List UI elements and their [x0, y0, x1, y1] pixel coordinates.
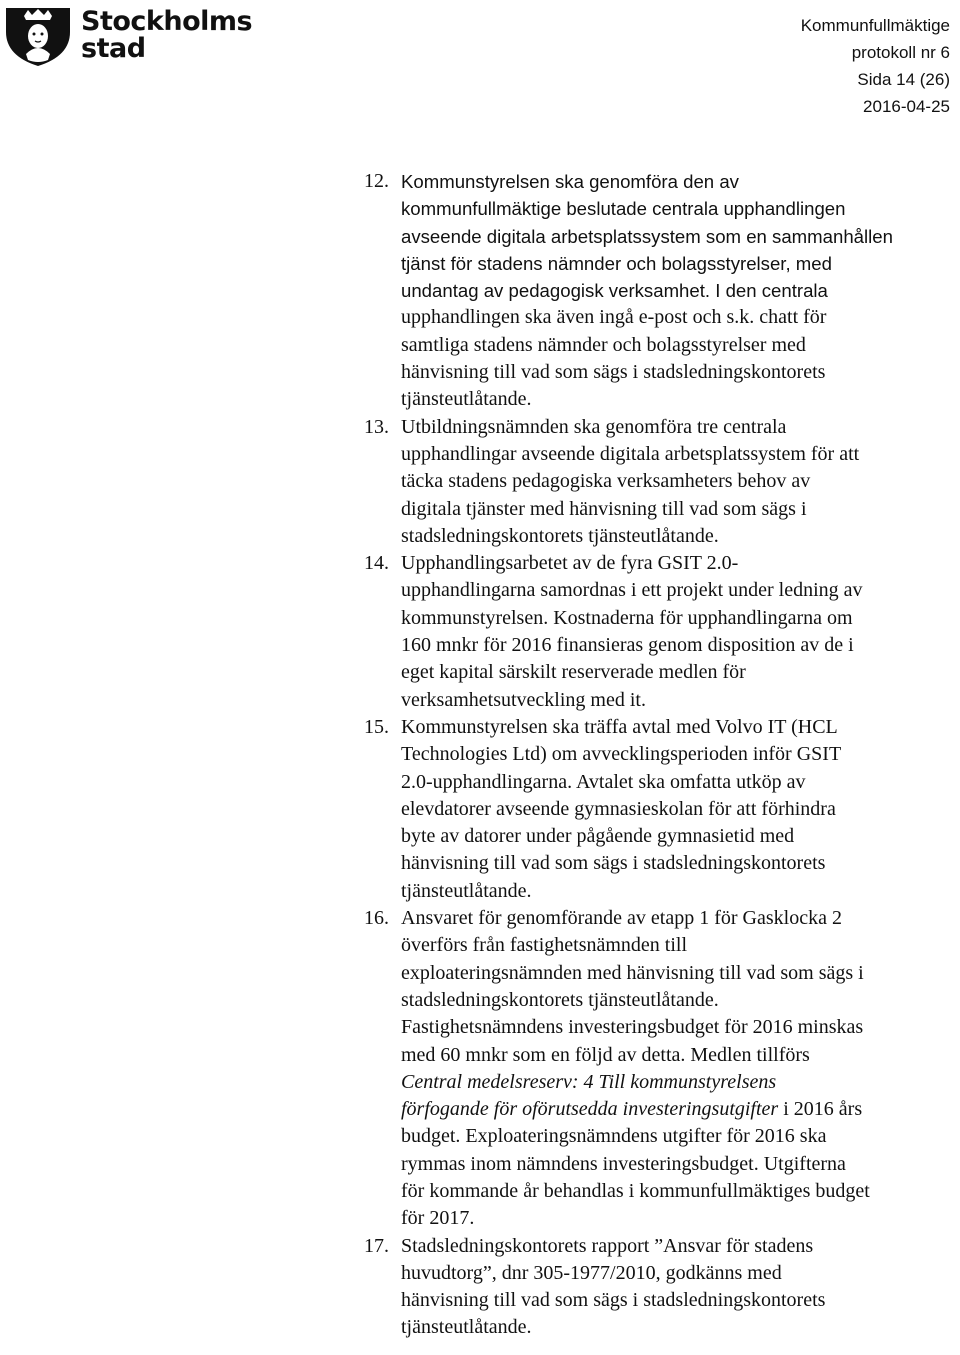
item-line: hänvisning till vad som sägs i stadsledningskontorets	[401, 1289, 826, 1312]
item-number: 14.	[364, 552, 389, 575]
item-line: stadsledningskontorets tjänsteutlåtande.	[401, 524, 719, 547]
item-line: tjänsteutlåtande.	[401, 388, 532, 411]
item-line: hänvisning till vad som sägs i stadsledningskontorets	[401, 361, 826, 384]
item-line: 160 mnkr för 2016 finansieras genom disposition av de i	[401, 634, 854, 657]
header-protocol: protokoll nr 6	[851, 43, 950, 62]
item-line: med 60 mnkr som en följd av detta. Medlen tillförs	[401, 1043, 810, 1066]
item-number: 17.	[364, 1234, 389, 1257]
logo-line-1: Stockholms	[81, 6, 253, 37]
item-line: kommunfullmäktige beslutade centrala upphandlingen	[401, 198, 846, 220]
list-item	[364, 1233, 960, 1342]
item-line: stadsledningskontorets tjänsteutlåtande.	[401, 988, 719, 1011]
item-number: 15.	[364, 715, 389, 738]
item-line: tjänsteutlåtande.	[401, 879, 532, 902]
document-header	[801, 12, 950, 120]
item-line: upphandlingen ska även ingå e-post och s.k. chatt för	[401, 306, 827, 329]
item-line: samtliga stadens nämnder och bolagsstyrelser med	[401, 333, 806, 356]
item-line: 2.0-upphandlingarna. Avtalet ska omfatta utköp av	[401, 770, 806, 793]
item-line: Utbildningsnämnden ska genomföra tre centrala	[401, 415, 787, 438]
line-fragment: i 2016 års	[783, 1098, 863, 1121]
item-line: digitala tjänster med hänvisning till vad som sägs i	[401, 497, 807, 520]
item-line: hänvisning till vad som sägs i stadsledningskontorets	[401, 852, 826, 875]
decision-list	[364, 168, 960, 1342]
list-item	[364, 550, 960, 714]
item-line: kommunstyrelsen. Kostnaderna för upphandlingarna om	[401, 606, 853, 629]
item-line: tjänst för stadens nämnder och bolagsstyrelser, med	[401, 252, 832, 274]
stockholm-crown-emblem-icon	[4, 6, 72, 68]
item-number: 13.	[364, 415, 389, 438]
item-line: Kommunstyrelsen ska träffa avtal med Volvo IT (HCL	[401, 715, 838, 738]
item-number: 12.	[364, 170, 389, 192]
italic-fragment: förfogande för oförutsedda investeringsutgifter	[401, 1098, 779, 1121]
item-line: budget. Exploateringsnämndens utgifter för 2016 ska	[401, 1125, 827, 1148]
item-line: verksamhetsutveckling med it.	[401, 688, 646, 711]
item-line: avseende digitala arbetsplatssystem som en sammanhållen	[401, 225, 893, 247]
item-line: för 2017.	[401, 1207, 475, 1230]
item-line: Ansvaret för genomförande av etapp 1 för Gasklocka 2	[401, 907, 842, 930]
item-line: byte av datorer under pågående gymnasietid med	[401, 825, 795, 848]
logo-wordmark	[81, 8, 252, 62]
item-line-mixed	[401, 1096, 960, 1123]
list-item	[364, 168, 960, 414]
list-item	[364, 414, 960, 550]
item-line: upphandlingar avseende digitala arbetsplatssystem för att	[401, 442, 860, 465]
logo-line-2: stad	[81, 33, 146, 64]
stockholms-stad-logo	[4, 6, 253, 68]
item-line: för kommande år behandlas i kommunfullmäktiges budget	[401, 1179, 870, 1202]
item-line: exploateringsnämnden med hänvisning till vad som sägs i	[401, 961, 864, 984]
item-line: Stadsledningskontorets rapport ”Ansvar för stadens	[401, 1234, 814, 1257]
item-line: huvudtorg”, dnr 305-1977/2010, godkänns med	[401, 1261, 782, 1284]
list-item	[364, 714, 960, 905]
item-line: Technologies Ltd) om avvecklingsperioden inför GSIT	[401, 743, 842, 766]
item-number: 16.	[364, 907, 389, 930]
item-line: Fastighetsnämndens investeringsbudget för 2016 minskas	[401, 1016, 864, 1039]
item-line: överförs från fastighetsnämnden till	[401, 934, 688, 957]
item-line: upphandlingarna samordnas i ett projekt under ledning av	[401, 579, 863, 602]
item-line: elevdatorer avseende gymnasieskolan för att förhindra	[401, 797, 836, 820]
item-line: Kommunstyrelsen ska genomföra den av	[401, 171, 739, 192]
item-line: täcka stadens pedagogiska verksamheters behov av	[401, 470, 811, 493]
item-line: tjänsteutlåtande.	[401, 1316, 532, 1339]
item-line: undantag av pedagogisk verksamhet. I den centrala	[401, 280, 828, 302]
header-date: 2016-04-25	[863, 97, 950, 116]
item-line: eget kapital särskilt reserverade medlen för	[401, 661, 746, 684]
header-page: Sida 14 (26)	[857, 70, 950, 89]
item-line-italic: Central medelsreserv: 4 Till kommunstyrelsens	[401, 1070, 777, 1093]
item-line: rymmas inom nämndens investeringsbudget. Utgifterna	[401, 1152, 846, 1175]
item-line: Upphandlingsarbetet av de fyra GSIT 2.0-	[401, 552, 739, 575]
header-title: Kommunfullmäktige	[800, 16, 950, 35]
list-item	[364, 905, 960, 1233]
